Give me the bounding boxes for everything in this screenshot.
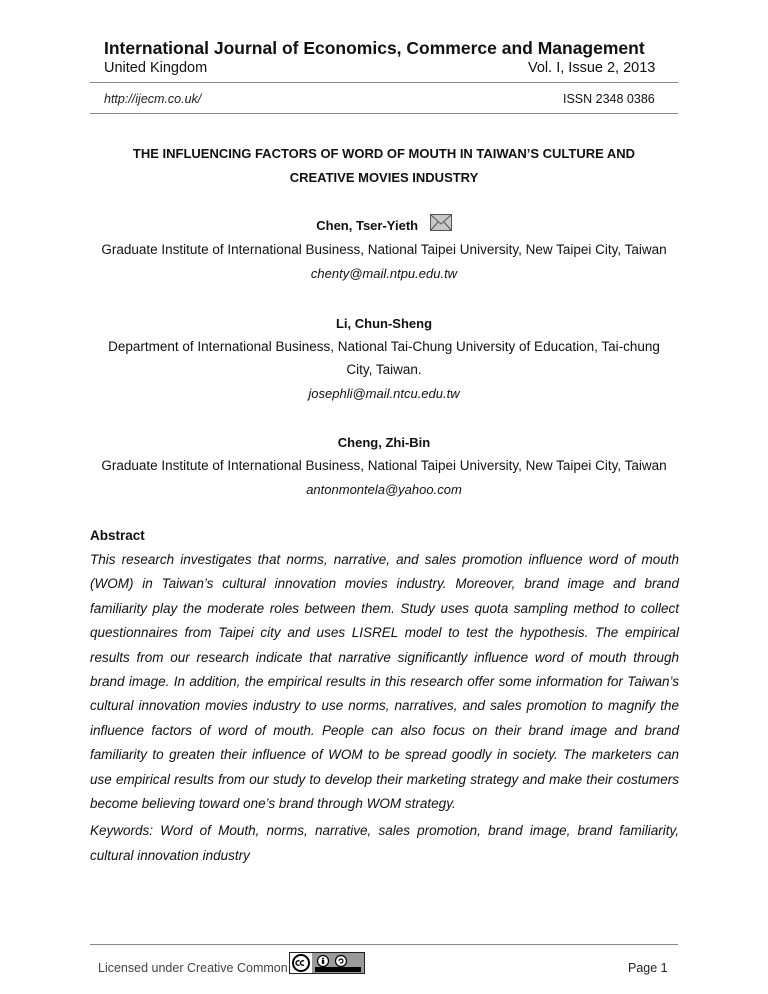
journal-url-link[interactable]: http://ijecm.co.uk/ (104, 92, 202, 106)
author-affiliation: Department of International Business, National Tai-Chung University of Education, Tai-chung (108, 339, 660, 354)
journal-volume: Vol. I, Issue 2, 2013 (528, 60, 656, 76)
author-name-text: Chen, Tser-Yieth (316, 218, 419, 233)
keywords: Keywords: Word of Mouth, norms, narrative, sales promotion, brand image, brand familiarity, cultural innovation industry (90, 823, 679, 863)
abstract-text: This research investigates that norms, narrative, and sales promotion influence word of mouth (WOM) in Taiwan’s cultural innovation movies industry. Moreover, brand image and brand familiarity play the moderate roles between them. Study uses quota sampling method to collect questionnaires from Taipei city and uses LISREL model to test the hypothesis. The empirical results from our research indicate that narrative significantly influence word of mouth through brand image. In addition, the empirical results in this research offer some information for Taiwan’s cultural innovation movies industry to use norms, narratives, and sales promotion to magnify the influence factors of word of mouth. People can also focus on their brand image and brand familiarity to greaten their influence of WOM to be spread goodly in society. The marketers can use empirical results from our study to develop their marketing strategy and make their costumers become believing toward one’s brand through WOM strategy. (90, 552, 679, 812)
author-name: Cheng, Zhi-Bin (337, 435, 431, 450)
author-name: Li, Chun-Sheng (335, 316, 433, 331)
header-rule (90, 82, 678, 83)
author-email-link[interactable]: josephli@mail.ntcu.edu.tw (308, 386, 460, 401)
journal-issn: ISSN 2348 0386 (563, 92, 655, 106)
creative-commons-badge[interactable] (289, 952, 365, 974)
license-text: Licensed under Creative Common (98, 961, 288, 975)
author-affiliation-line-2: City, Taiwan. (346, 362, 422, 377)
mail-icon[interactable] (430, 214, 452, 234)
journal-country: United Kingdom (104, 60, 208, 76)
author-email-link[interactable]: chenty@mail.ntpu.edu.tw (310, 266, 458, 281)
author-affiliation: Graduate Institute of International Business, National Taipei University, New Taipei City, Taiwan (101, 242, 667, 257)
paper-title-line-2: CREATIVE MOVIES INDUSTRY (289, 170, 479, 185)
sa-icon (336, 956, 347, 967)
author-email-link[interactable]: antonmontela@yahoo.com (306, 482, 462, 497)
author-name (60, 218, 708, 234)
abstract-heading: Abstract (90, 528, 145, 543)
footer-rule (90, 944, 678, 945)
author-affiliation: Graduate Institute of International Business, National Taipei University, New Taipei City, Taiwan (101, 458, 667, 473)
paper-title-line-1: THE INFLUENCING FACTORS OF WORD OF MOUTH IN TAIWAN’S CULTURE AND (132, 146, 636, 161)
header-rule-bottom (90, 113, 678, 114)
journal-title: International Journal of Economics, Commerce and Management (104, 38, 645, 58)
page-number: Page 1 (628, 961, 668, 975)
